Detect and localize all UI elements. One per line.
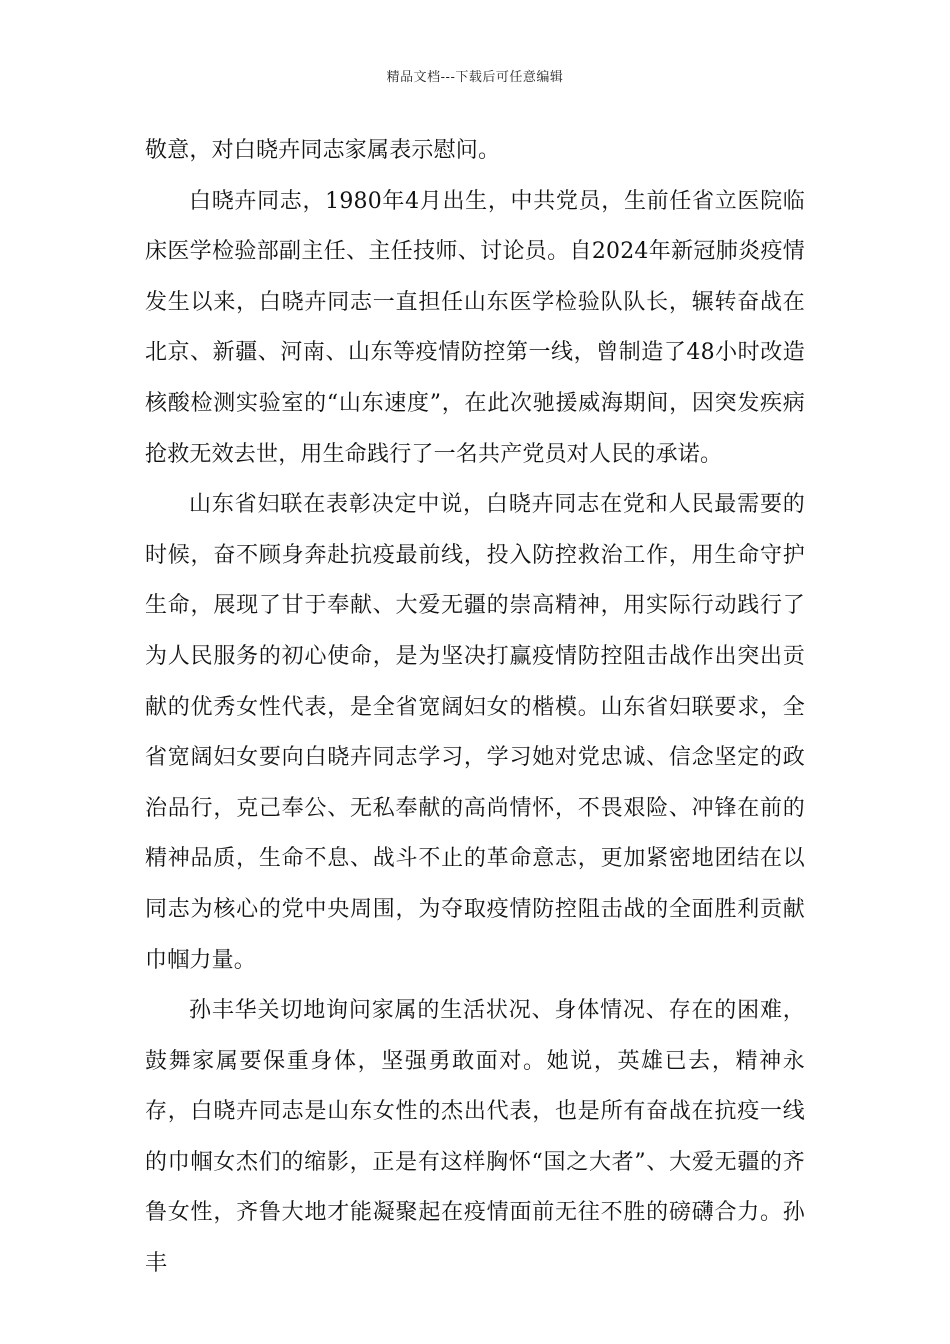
paragraph-3: 山东省妇联在表彰决定中说，白晓卉同志在党和人民最需要的时候，奋不顾身奔赴抗疫最前线，投入防控救治工作，用生命守护生命，展现了甘于奉献、大爱无疆的崇高精神，用实际行动践行了为人民服务的初心使命，是为坚决打赢疫情防控阻击战作出突出贡献的优秀女性代表，是全省宽阔妇女的楷模。山东省妇联要求，全省宽阔妇女要向白晓卉同志学习，学习她对党忠诚、信念坚定的政治品行，克己奉公、无私奉献的高尚情怀，不畏艰险、冲锋在前的精神品质，生命不息、战斗不止的革命意志，更加紧密地团结在以同志为核心的党中央周围，为夺取疫情防控阻击战的全面胜利贡献巾帼力量。 — [145, 492, 805, 973]
paragraph-4: 孙丰华关切地询问家属的生活状况、身体情况、存在的困难，鼓舞家属要保重身体，坚强勇敢面对。她说，英雄已去，精神永存，白晓卉同志是山东女性的杰出代表，也是所有奋战在抗疫一线的巾帼女杰们的缩影，正是有这样胸怀“国之大者”、大爱无疆的齐鲁女性，齐鲁大地才能凝聚起在疫情面前无往不胜的磅礴合力。孙丰 — [145, 998, 805, 1277]
paragraph-1: 敬意，对白晓卉同志家属表示慰问。 — [145, 138, 501, 163]
document-body — [145, 126, 805, 1290]
page-header: 精品文档---下载后可任意编辑 — [386, 70, 564, 85]
paragraph-2: 白晓卉同志，1980年4月出生，中共党员，生前任省立医院临床医学检验部副主任、主任技师、讨论员。自2024年新冠肺炎疫情发生以来，白晓卉同志一直担任山东医学检验队队长，辗转奋战在北京、新疆、河南、山东等疫情防控第一线，曾制造了48小时改造核酸检测实验室的“山东速度”，在此次驰援威海期间，因突发疾病抢救无效去世，用生命践行了一名共产党员对人民的承诺。 — [145, 188, 805, 467]
